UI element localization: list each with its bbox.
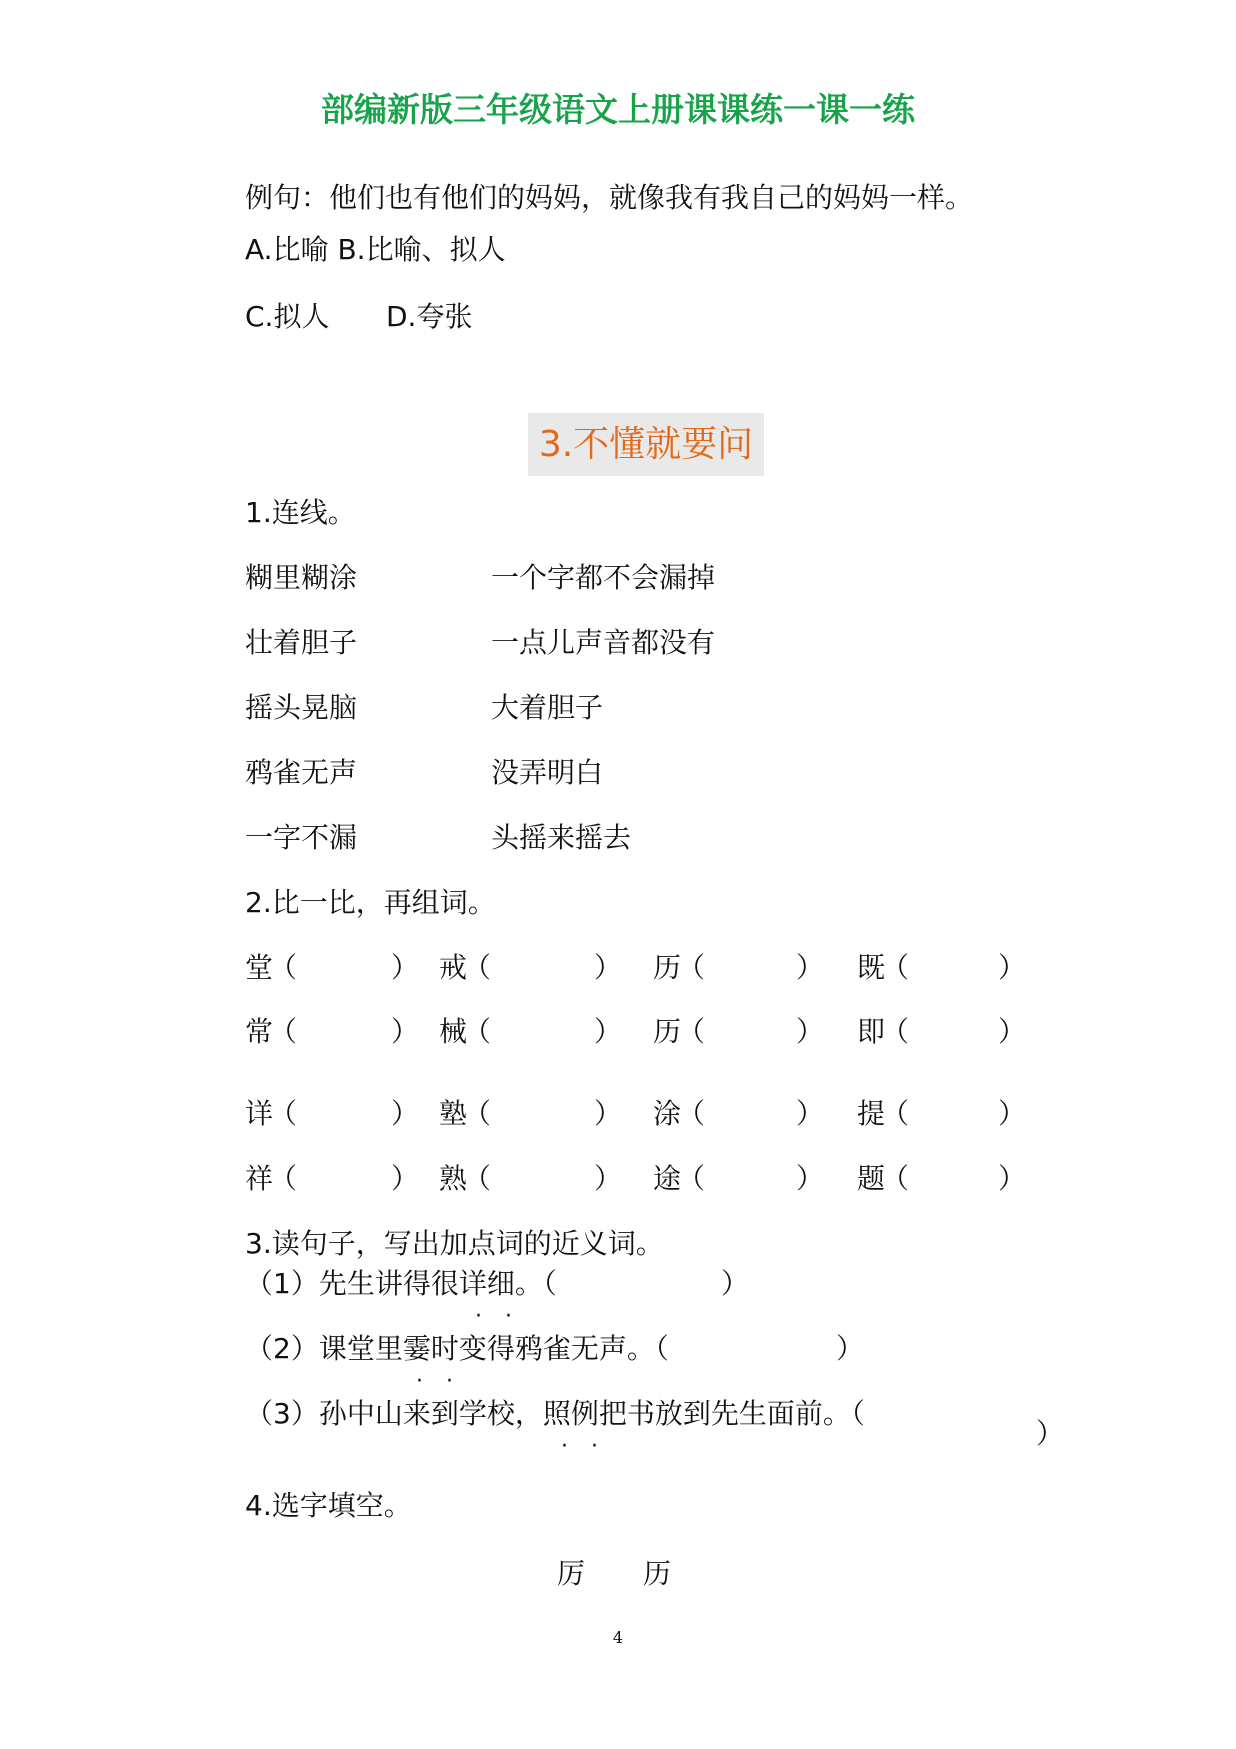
q2-close-paren: ） (998, 1097, 1027, 1130)
q3-close-paren: ） (836, 1332, 865, 1365)
q2-open-paren: （ (677, 1162, 706, 1195)
q3-close-paren: ） (721, 1267, 750, 1300)
q2-char: 熟 (439, 1162, 468, 1195)
q4-choice: 历 (643, 1557, 672, 1590)
q2-open-paren: （ (463, 951, 492, 984)
q3-sentence-2: （2）课堂里霎时变得鸦雀无声。（ (245, 1332, 669, 1365)
q2-open-paren: （ (677, 951, 706, 984)
q3-sentence-3: （3）孙中山来到学校，照例把书放到先生面前。（ (245, 1397, 865, 1430)
q2-char: 械 (439, 1015, 468, 1048)
emphasis-dot: · (561, 1434, 568, 1459)
q2-close-paren: ） (594, 1162, 623, 1195)
q2-char: 既 (857, 951, 886, 984)
q1-right-item: 大着胆子 (491, 691, 604, 724)
q3-close-paren: ） (1036, 1417, 1065, 1450)
q2-open-paren: （ (881, 951, 910, 984)
q2-char: 提 (857, 1097, 886, 1130)
lesson-title: 3.不懂就要问 (528, 413, 764, 476)
q1-right-item: 一个字都不会漏掉 (491, 561, 716, 594)
q2-heading: 2.比一比，再组词。 (245, 886, 496, 919)
q2-char: 历 (653, 1015, 682, 1048)
q1-left-item: 摇头晃脑 (245, 691, 358, 724)
emphasis-dot: · (416, 1369, 423, 1394)
q2-close-paren: ） (998, 1015, 1027, 1048)
q2-close-paren: ） (391, 1097, 420, 1130)
q2-open-paren: （ (677, 1015, 706, 1048)
q2-open-paren: （ (463, 1162, 492, 1195)
q2-close-paren: ） (594, 1015, 623, 1048)
q2-close-paren: ） (998, 1162, 1027, 1195)
q2-close-paren: ） (796, 1162, 825, 1195)
q2-open-paren: （ (269, 951, 298, 984)
q1-right-item: 头摇来摇去 (491, 821, 632, 854)
q2-char: 历 (653, 951, 682, 984)
q1-left-item: 鸦雀无声 (245, 756, 358, 789)
example-option-c: C.拟人 (245, 300, 330, 333)
q2-char: 题 (857, 1162, 886, 1195)
q2-open-paren: （ (881, 1015, 910, 1048)
example-option-d: D.夸张 (386, 300, 473, 333)
q2-open-paren: （ (463, 1097, 492, 1130)
q2-char: 详 (245, 1097, 274, 1130)
emphasis-dot: · (446, 1369, 453, 1394)
q2-open-paren: （ (463, 1015, 492, 1048)
example-options-ab: A.比喻 B.比喻、拟人 (245, 233, 506, 266)
q2-open-paren: （ (269, 1015, 298, 1048)
q2-char: 塾 (439, 1097, 468, 1130)
q2-char: 常 (245, 1015, 274, 1048)
q4-choice: 厉 (557, 1557, 586, 1590)
emphasis-dot: · (505, 1304, 512, 1329)
emphasis-dot: · (591, 1434, 598, 1459)
q2-char: 涂 (653, 1097, 682, 1130)
q2-close-paren: ） (796, 951, 825, 984)
q2-char: 即 (857, 1015, 886, 1048)
q2-open-paren: （ (881, 1097, 910, 1130)
q1-right-item: 一点儿声音都没有 (491, 626, 716, 659)
q4-heading: 4.选字填空。 (245, 1489, 412, 1522)
q2-char: 祥 (245, 1162, 274, 1195)
q2-close-paren: ） (796, 1015, 825, 1048)
q1-left-item: 壮着胆子 (245, 626, 358, 659)
document-header-title: 部编新版三年级语文上册课课练一课一练 (321, 90, 915, 129)
q2-close-paren: ） (391, 951, 420, 984)
page-number: 4 (612, 1628, 624, 1647)
q2-close-paren: ） (391, 1015, 420, 1048)
q1-right-item: 没弄明白 (491, 756, 604, 789)
emphasis-dot: · (475, 1304, 482, 1329)
example-sentence: 例句：他们也有他们的妈妈，就像我有我自己的妈妈一样。 (245, 181, 974, 214)
q2-close-paren: ） (998, 951, 1027, 984)
q3-heading: 3.读句子，写出加点词的近义词。 (245, 1227, 664, 1260)
q2-char: 堂 (245, 951, 274, 984)
q2-close-paren: ） (594, 1097, 623, 1130)
q3-sentence-1: （1）先生讲得很详细。（ (245, 1267, 557, 1300)
q1-left-item: 一字不漏 (245, 821, 358, 854)
q2-open-paren: （ (677, 1097, 706, 1130)
q2-char: 戒 (439, 951, 468, 984)
q2-close-paren: ） (796, 1097, 825, 1130)
q2-close-paren: ） (391, 1162, 420, 1195)
q2-char: 途 (653, 1162, 682, 1195)
q1-left-item: 糊里糊涂 (245, 561, 358, 594)
q2-open-paren: （ (269, 1097, 298, 1130)
q2-open-paren: （ (269, 1162, 298, 1195)
q1-heading: 1.连线。 (245, 496, 356, 529)
q2-close-paren: ） (594, 951, 623, 984)
q2-open-paren: （ (881, 1162, 910, 1195)
